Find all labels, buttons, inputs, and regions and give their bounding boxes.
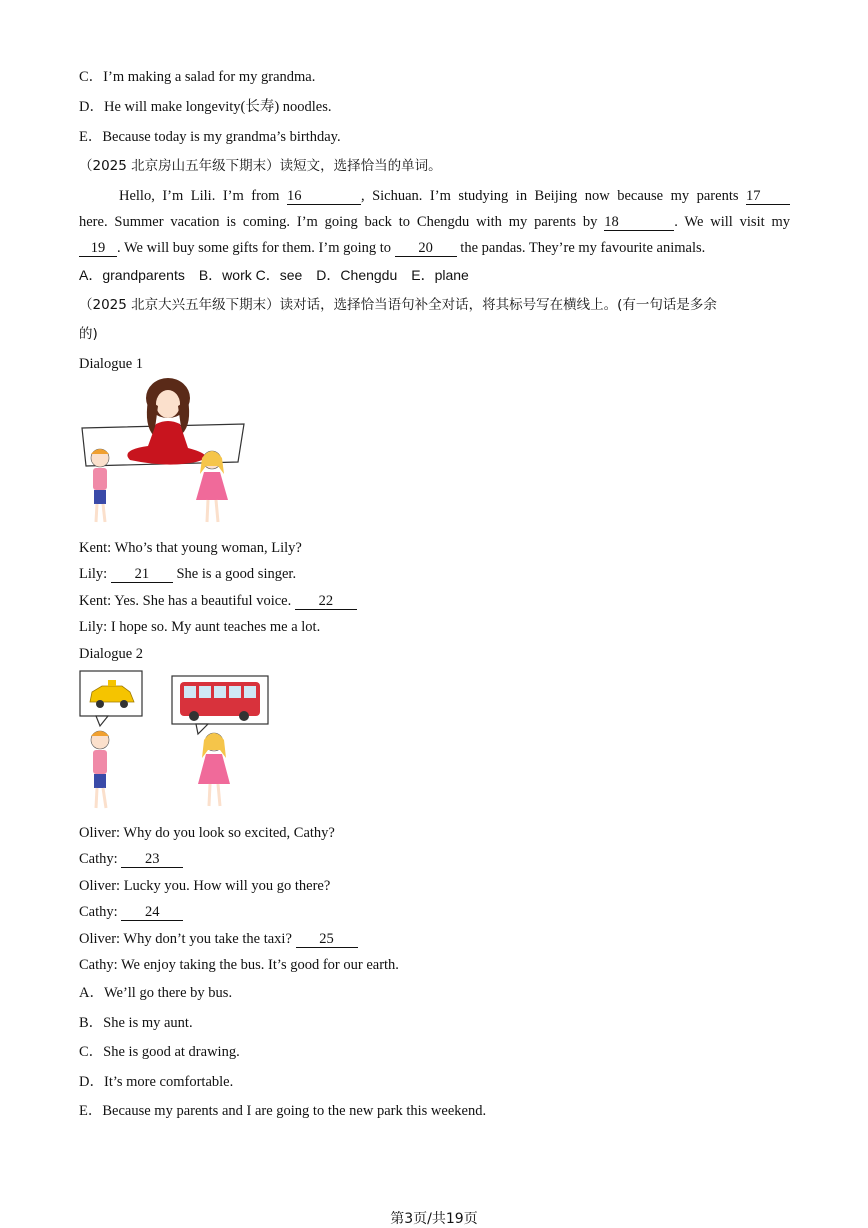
- section3-instruction-line1: （2025 北京大兴五年级下期末）读对话，选择恰当语句补全对话，将其标号写在横线上。(有一句话是多余: [79, 297, 717, 313]
- dialogue2-title: Dialogue 2: [79, 646, 144, 662]
- d1-line-3: Kent: Yes. She has a beautiful voice. 22: [79, 592, 357, 610]
- blank-23[interactable]: 23: [121, 852, 183, 868]
- d2-line-2: Cathy: 23: [79, 850, 183, 868]
- d2-line-1: Oliver: Why do you look so excited, Cathy?: [79, 825, 335, 841]
- option-d: D．It’s more comfortable.: [79, 1074, 234, 1090]
- d2-line-6: Cathy: We enjoy taking the bus. It’s good for our earth.: [79, 957, 399, 973]
- blank-18[interactable]: 18: [604, 215, 674, 231]
- blank-17[interactable]: 17: [746, 189, 790, 205]
- dialogue1-title: Dialogue 1: [79, 356, 144, 372]
- option-e: E．Because my parents and I are going to the new park this weekend.: [79, 1103, 487, 1119]
- dialogue2-illustration: [78, 668, 272, 814]
- d1-line-4: Lily: I hope so. My aunt teaches me a lot.: [79, 619, 321, 635]
- blank-24[interactable]: 24: [121, 905, 183, 921]
- blank-21[interactable]: 21: [111, 567, 173, 583]
- blank-19[interactable]: 19: [79, 241, 117, 257]
- option-c: C．I’m making a salad for my grandma.: [79, 69, 316, 85]
- passage-line-3: 19 . We will buy some gifts for them. I’m going to 20 the pandas. They’re my favourite animals.: [79, 239, 705, 257]
- word-choices: A．grandparents B．work C．see D．Chengdu E．plane: [79, 267, 469, 283]
- d2-line-5: Oliver: Why don’t you take the taxi? 25: [79, 930, 358, 948]
- option-e: E．Because today is my grandma’s birthday.: [79, 129, 341, 145]
- page-footer: 第3页/共19页: [390, 1211, 478, 1227]
- d2-line-4: Cathy: 24: [79, 903, 183, 921]
- option-a: A．We’ll go there by bus.: [79, 985, 233, 1001]
- section2-instruction: （2025 北京房山五年级下期末）读短文，选择恰当的单词。: [79, 158, 442, 174]
- blank-16[interactable]: 16: [287, 189, 361, 205]
- option-c: C．She is good at drawing.: [79, 1044, 240, 1060]
- dialogue1-illustration: [78, 376, 248, 528]
- blank-22[interactable]: 22: [295, 594, 357, 610]
- d1-line-2: Lily: 21 She is a good singer.: [79, 566, 297, 582]
- d1-line-1: Kent: Who’s that young woman, Lily?: [79, 540, 302, 556]
- blank-25[interactable]: 25: [296, 932, 358, 948]
- blank-20[interactable]: 20: [395, 241, 457, 257]
- d2-line-3: Oliver: Lucky you. How will you go there?: [79, 878, 331, 894]
- passage-line-1: Hello, I’m Lili. I’m from 16 , Sichuan. I’m studying in Beijing now because my parents 17: [79, 187, 790, 205]
- section3-instruction-line2: 的): [79, 326, 98, 342]
- option-b: B．She is my aunt.: [79, 1015, 193, 1031]
- option-d: D．He will make longevity(长寿) noodles.: [79, 99, 332, 115]
- passage-line-2: here. Summer vacation is coming. I’m going back to Chengdu with my parents by 18 . We will visit my: [79, 214, 791, 230]
